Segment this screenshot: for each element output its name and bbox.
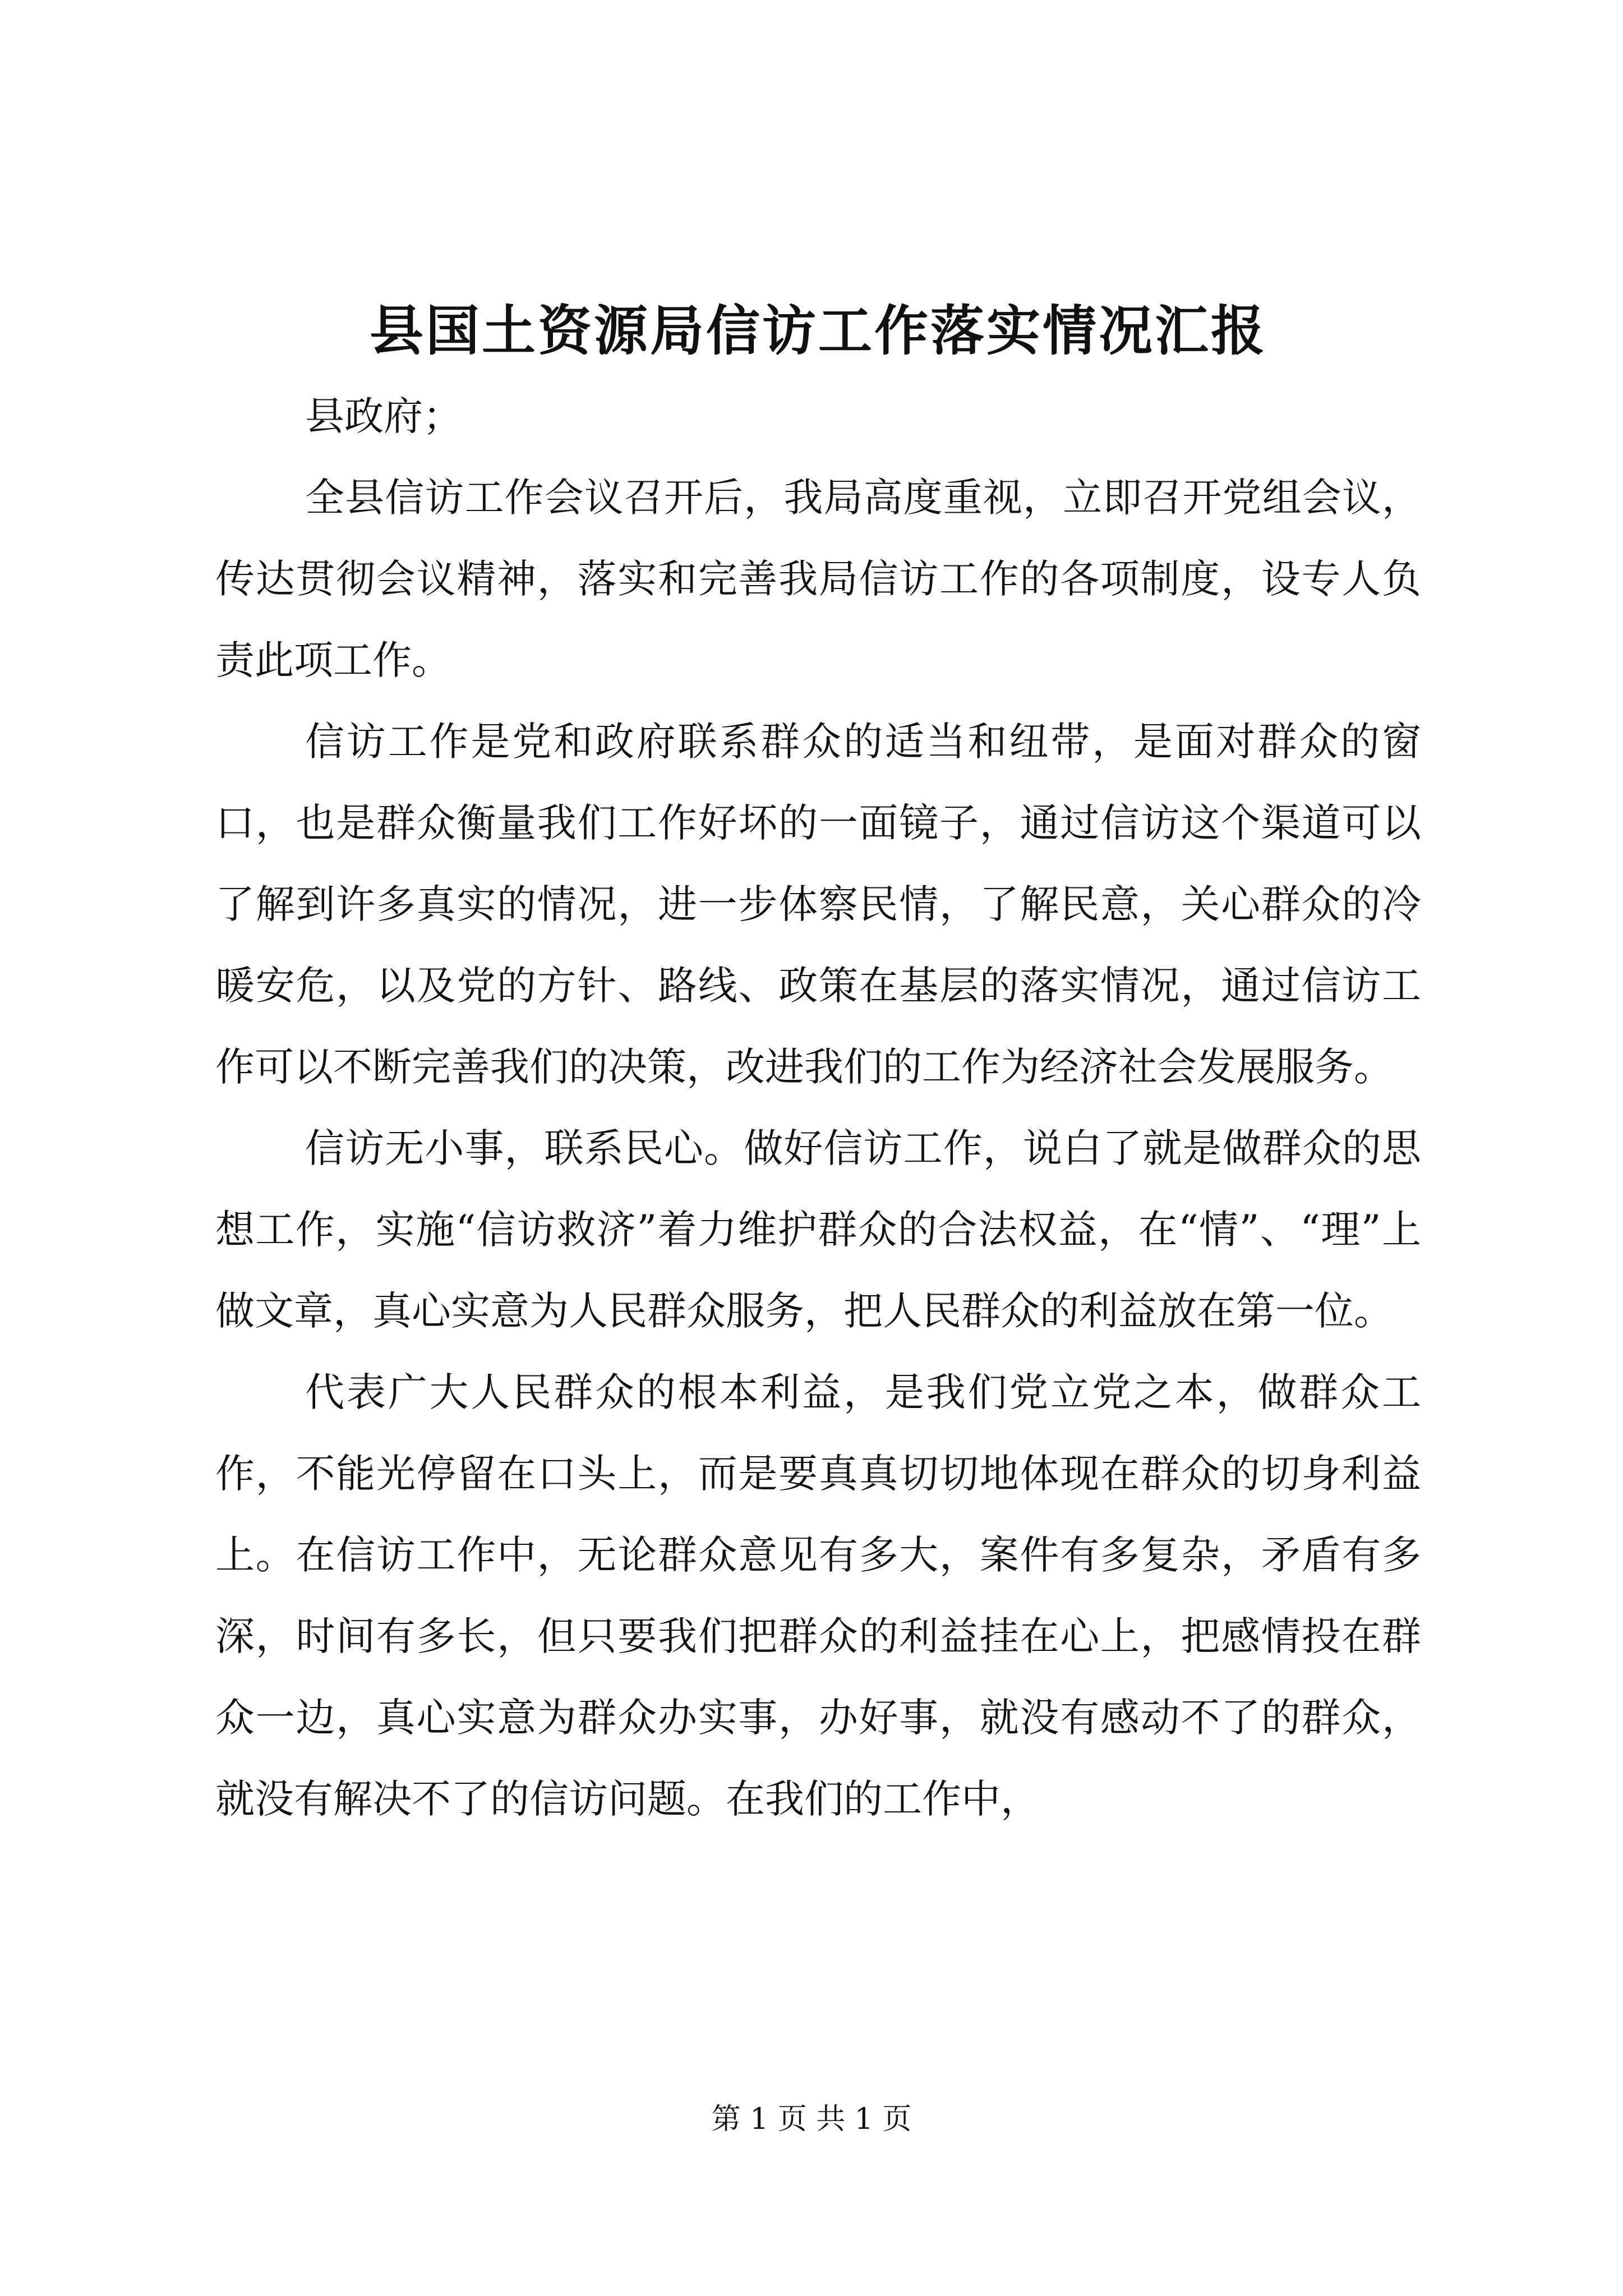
page-number-footer: 第 1 页 共 1 页	[711, 2102, 912, 2136]
paragraph-4: 代表广大人民群众的根本利益，是我们党立党之本，做群众工作，不能光停留在口头上，而是要真真切切地体现在群众的切身利益上。在信访工作中，无论群众意见有多大，案件有多复杂，矛盾有多深，时间有多长，但只要我们把群众的利益挂在心上，把感情投在群众一边，真心实意为群众办实事，办好事，就没有感动不了的群众，就没有解决不了的信访问题。在我们的工作中，	[215, 1369, 1421, 1822]
paragraph-3: 信访无小事，联系民心。做好信访工作，说白了就是做群众的思想工作，实施“信访救济”着力维护群众的合法权益，在“情”、“理”上做文章，真心实意为人民群众服务，把人民群众的利益放在第一位。	[215, 1125, 1421, 1334]
document-body	[215, 286, 1421, 1840]
document-title: 县国土资源局信访工作落实情况汇报	[370, 299, 1267, 362]
paragraph-2: 信访工作是党和政府联系群众的适当和纽带，是面对群众的窗口，也是群众衡量我们工作好坏的一面镜子，通过信访这个渠道可以了解到许多真实的情况，进一步体察民情，了解民意，关心群众的冷暖安危，以及党的方针、路线、政策在基层的落实情况，通过信访工作可以不断完善我们的决策，改进我们的工作为经济社会发展服务。	[215, 719, 1421, 1090]
paragraph-1: 全县信访工作会议召开后，我局高度重视，立即召开党组会议，传达贯彻会议精神，落实和完善我局信访工作的各项制度，设专人负责此项工作。	[215, 475, 1421, 683]
salutation: 县政府；	[305, 393, 462, 439]
